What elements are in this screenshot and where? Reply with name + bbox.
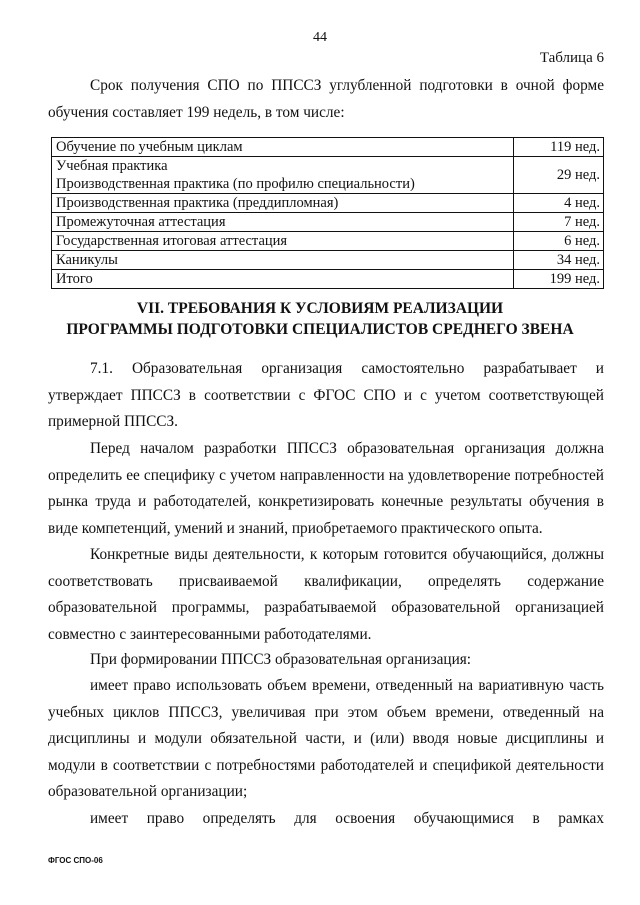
duration-table (51, 137, 604, 289)
footer-code: ФГОС СПО-06 (48, 856, 103, 865)
table-row (52, 232, 604, 251)
table-cell-value: 7 нед. (514, 213, 604, 232)
section-heading-line: VII. ТРЕБОВАНИЯ К УСЛОВИЯМ РЕАЛИЗАЦИИ (136, 300, 504, 317)
page-number: 44 (313, 30, 327, 45)
table-row (52, 138, 604, 157)
section-heading (0, 298, 640, 340)
table-row (52, 213, 604, 232)
table-cell-value: 4 нед. (514, 194, 604, 213)
paragraph: 7.1. Образовательная организация самостоятельно разрабатывает и утверждает ППССЗ в соответствии с ФГОС СПО и с учетом соответствующей примерной ППССЗ. (48, 360, 604, 430)
table-row (52, 157, 604, 176)
section-heading-line: ПРОГРАММЫ ПОДГОТОВКИ СПЕЦИАЛИСТОВ СРЕДНЕГО ЗВЕНА (66, 321, 574, 338)
paragraph: Перед началом разработки ППССЗ образовательная организация должна определить ее специфику с учетом направленности на удовлетворение потребностей рынка труда и работодателей, конкретизировать конечные результаты обучения в виде компетенций, умений и знаний, приобретаемого практического опыта. (48, 440, 604, 537)
paragraph: имеет право определять для освоения обучающимися в рамках (90, 810, 604, 827)
paragraph: имеет право использовать объем времени, отведенный на вариативную часть учебных циклов ППССЗ, увеличивая при этом объем времени, отведенный на дисциплины и модули обязательной части, и (или) вводя новые дисциплины и модули в соответствии с потребностями работодателей и спецификой деятельности образовательной организации; (48, 677, 604, 800)
table-cell-value: 119 нед. (514, 138, 604, 157)
table-cell-label: Учебная практика (52, 157, 514, 176)
table-cell-label: Государственная итоговая аттестация (52, 232, 514, 251)
table-cell-label: Производственная практика (преддипломная) (52, 194, 514, 213)
table-cell-value: 199 нед. (514, 270, 604, 289)
table-cell-label: Промежуточная аттестация (52, 213, 514, 232)
table-cell-label: Производственная практика (по профилю специальности) (52, 175, 514, 194)
table-cell-value: 29 нед. (514, 157, 604, 194)
table-label: Таблица 6 (539, 50, 604, 66)
table-row (52, 194, 604, 213)
paragraph: Конкретные виды деятельности, к которым готовится обучающийся, должны соответствовать присваиваемой квалификации, определять содержание образовательной программы, разрабатываемой образовательной организацией совместно с заинтересованными работодателями. (48, 546, 604, 643)
table-cell-label: Итого (52, 270, 514, 289)
table-cell-value: 6 нед. (514, 232, 604, 251)
table-cell-label: Каникулы (52, 251, 514, 270)
table-row (52, 270, 604, 289)
table-cell-label: Обучение по учебным циклам (52, 138, 514, 157)
table-cell-value: 34 нед. (514, 251, 604, 270)
table-row (52, 251, 604, 270)
paragraph: При формировании ППССЗ образовательная организация: (90, 651, 472, 668)
intro-paragraph: Срок получения СПО по ППССЗ углубленной подготовки в очной форме обучения составляет 199 недель, в том числе: (48, 77, 604, 121)
